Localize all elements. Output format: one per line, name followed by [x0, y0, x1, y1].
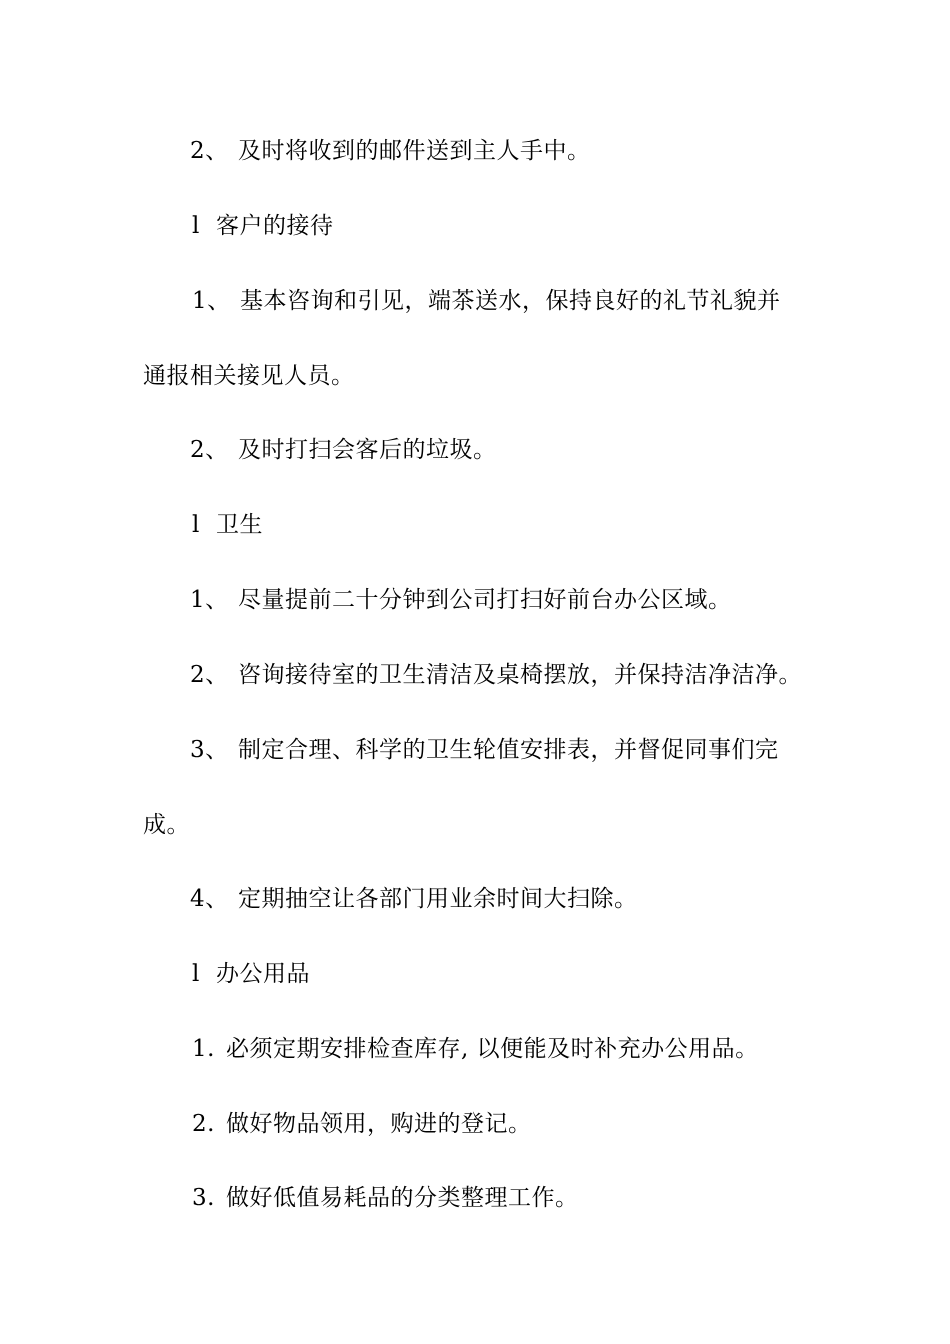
- list-number: 4、: [190, 886, 229, 912]
- paragraph-cleanup: [190, 435, 497, 465]
- section-heading-hygiene: [192, 510, 263, 540]
- paragraph-text: 定期抽空让各部门用业余时间大扫除。: [238, 886, 638, 912]
- paragraph-text: 做好物品领用，购进的登记。: [226, 1111, 532, 1137]
- section-heading-office-supplies: [192, 959, 310, 989]
- list-number: 2.: [192, 1111, 215, 1137]
- paragraph-text: 及时将收到的邮件送到主人手中。: [238, 138, 591, 164]
- list-number: 2、: [190, 662, 229, 688]
- paragraph-item-registration: [192, 1109, 532, 1139]
- bullet-marker: l: [192, 213, 200, 239]
- paragraph-continuation: [143, 361, 355, 391]
- list-number: 2、: [190, 437, 229, 463]
- list-number: 2、: [190, 138, 229, 164]
- paragraph-early-arrival: [190, 585, 732, 615]
- list-number: 3、: [190, 737, 229, 763]
- paragraph-inventory-check: [192, 1034, 759, 1064]
- paragraph-text: 基本咨询和引见，端茶送水，保持良好的礼节礼貌并: [240, 288, 781, 314]
- section-heading-text: 卫生: [216, 512, 263, 538]
- paragraph-mail-delivery: [190, 136, 591, 166]
- paragraph-text: 制定合理、科学的卫生轮值安排表，并督促同事们完: [238, 737, 779, 763]
- paragraph-consumables-sorting: [192, 1183, 579, 1213]
- section-heading-text: 办公用品: [216, 961, 310, 987]
- list-number: 1.: [192, 1036, 215, 1062]
- paragraph-text: 通报相关接见人员。: [143, 363, 355, 389]
- paragraph-text: 尽量提前二十分钟到公司打扫好前台办公区域。: [238, 587, 732, 613]
- bullet-marker: l: [192, 961, 200, 987]
- paragraph-reception-room: [190, 660, 802, 690]
- paragraph-continuation: [143, 810, 190, 840]
- paragraph-consultation: [192, 286, 781, 316]
- list-number: 1、: [192, 288, 231, 314]
- paragraph-text: 成。: [143, 812, 190, 838]
- section-heading-text: 客户的接待: [216, 213, 334, 239]
- list-number: 3.: [192, 1185, 215, 1211]
- paragraph-text: 咨询接待室的卫生清洁及桌椅摆放，并保持洁净洁净。: [238, 662, 802, 688]
- list-number: 1、: [190, 587, 229, 613]
- paragraph-text: 做好低值易耗品的分类整理工作。: [226, 1185, 579, 1211]
- paragraph-general-cleaning: [190, 884, 638, 914]
- paragraph-text: 及时打扫会客后的垃圾。: [238, 437, 497, 463]
- section-heading-reception: [192, 211, 334, 241]
- paragraph-text: 必须定期安排检查库存, 以便能及时补充办公用品。: [226, 1036, 759, 1062]
- bullet-marker: l: [192, 512, 200, 538]
- paragraph-rotation-schedule: [190, 735, 779, 765]
